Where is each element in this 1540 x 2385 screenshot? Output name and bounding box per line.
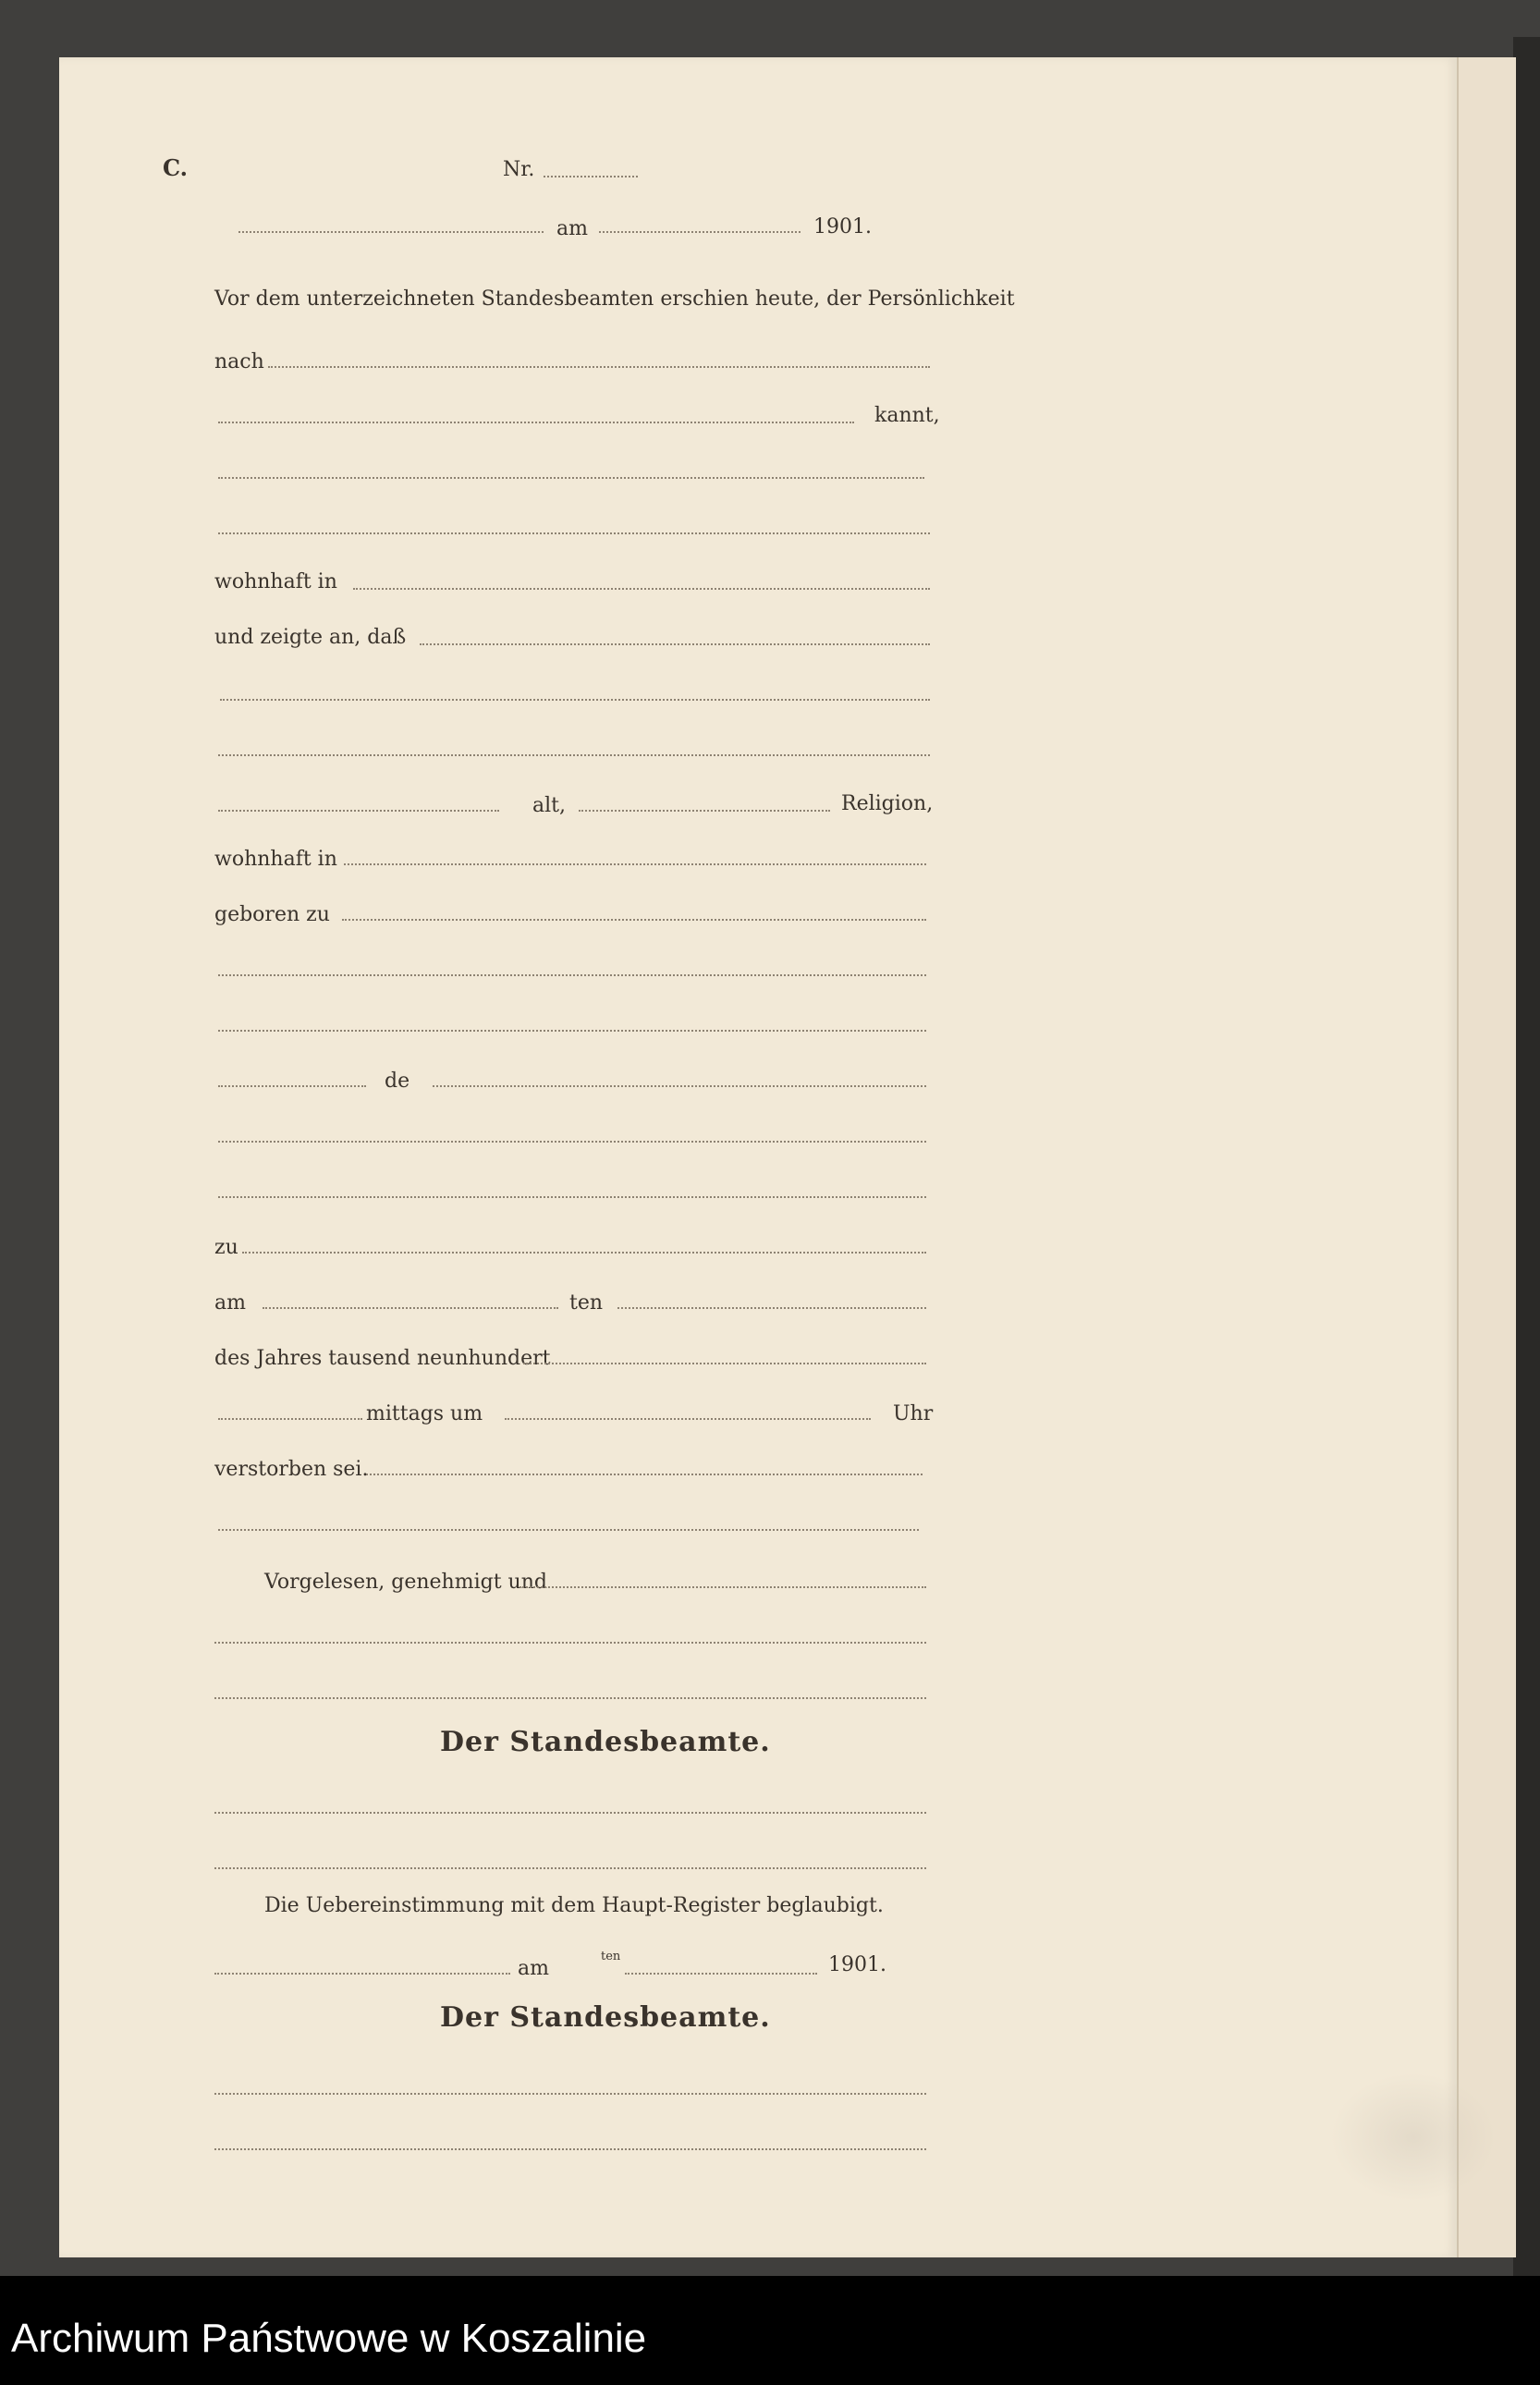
identity-line	[218, 422, 854, 423]
vorgelesen-label: Vorgelesen, genehmigt und	[264, 1571, 547, 1594]
wohnhaft-line-1	[353, 588, 930, 590]
wohnhaft-in-label-1: wohnhaft in	[214, 570, 337, 593]
nr-label: Nr.	[503, 158, 535, 181]
signature-line-3	[214, 2093, 926, 2095]
ten-label: ten	[569, 1291, 604, 1315]
signature-line-1	[214, 1812, 926, 1814]
series-letter: C.	[163, 154, 189, 181]
nach-line	[268, 366, 930, 368]
uebereinstimmung-line: Die Uebereinstimmung mit dem Haupt-Register beglaubigt.	[264, 1894, 884, 1917]
kannt-label: kannt,	[874, 404, 940, 427]
place-line-2	[214, 1973, 510, 1975]
zu-label: zu	[214, 1236, 238, 1259]
uhr-label: Uhr	[893, 1402, 934, 1425]
document-page	[59, 57, 1457, 2257]
age-line	[579, 810, 830, 812]
zeigte-an-label: und zeigte an, daß	[214, 626, 407, 649]
nr-line	[544, 176, 638, 177]
zu-line	[242, 1252, 926, 1254]
next-page-edge	[1456, 57, 1516, 2257]
intro-line: Vor dem unterzeichneten Standesbeamten erschien heute, der Persönlichkeit	[214, 287, 1015, 311]
religion-label: Religion,	[841, 792, 934, 815]
name-line	[218, 810, 499, 812]
signature-line-2	[214, 1867, 926, 1869]
ten-label-2: ten	[601, 1950, 621, 1963]
date-line-2	[625, 1973, 817, 1975]
signature-line-4	[214, 2148, 926, 2150]
geboren-zu-label: geboren zu	[214, 903, 330, 926]
jahres-line	[523, 1363, 926, 1364]
wohnhaft-line-2	[344, 863, 926, 865]
place-line	[238, 231, 544, 233]
signature-title-1: Der Standesbeamte.	[440, 1726, 771, 1758]
jahres-label: des Jahres tausend neunhundert	[214, 1347, 551, 1370]
blank-line-4	[218, 754, 930, 756]
uhr-line	[505, 1418, 871, 1420]
mittags-pre-line	[218, 1418, 362, 1420]
date-am-label: am	[556, 217, 588, 240]
verstorben-line	[366, 1474, 923, 1475]
faded-stamp	[1330, 2073, 1497, 2202]
de-line	[433, 1085, 926, 1087]
vorgelesen-line	[519, 1586, 926, 1588]
wohnhaft-in-label-2: wohnhaft in	[214, 848, 337, 871]
mittags-um-label: mittags um	[366, 1402, 483, 1425]
verstorben-label: verstorben sei.	[214, 1458, 369, 1481]
zeigte-line	[420, 643, 930, 645]
blank-line-9	[218, 1529, 919, 1531]
date-year: 1901.	[813, 215, 872, 238]
am-label-2: am	[518, 1957, 549, 1980]
alt-label: alt,	[532, 794, 566, 817]
signature-title-2: Der Standesbeamte.	[440, 2001, 771, 2034]
blank-line-3	[220, 699, 930, 701]
blank-line-5	[218, 974, 926, 976]
am-day-line	[263, 1307, 558, 1309]
geboren-line	[342, 919, 926, 921]
blank-line-7	[218, 1141, 926, 1143]
blank-line-10	[214, 1642, 926, 1644]
blank-line-11	[214, 1697, 926, 1699]
binding-shadow	[1513, 37, 1540, 2276]
year-label-2: 1901.	[828, 1953, 886, 1976]
archive-name: Archiwum Państwowe w Koszalinie	[11, 2316, 647, 2361]
de-label: de	[385, 1070, 410, 1093]
am-month-line	[617, 1307, 926, 1309]
blank-line-2	[218, 532, 930, 534]
blank-line-6	[218, 1030, 926, 1032]
am-label: am	[214, 1291, 246, 1315]
de-pre-line	[218, 1085, 366, 1087]
blank-line-8	[218, 1196, 926, 1198]
blank-line-1	[218, 477, 924, 479]
date-line	[599, 231, 801, 233]
nach-label: nach	[214, 350, 264, 373]
